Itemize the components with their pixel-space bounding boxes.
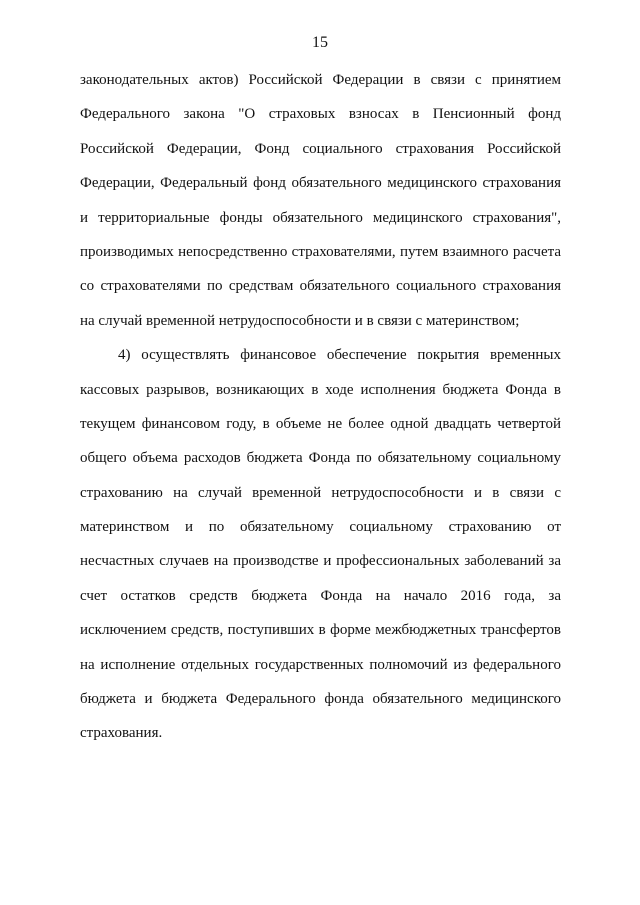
text-line: со страхователями по средствам обязательного социального страхования [80,278,561,295]
text-line: на исполнение отдельных государственных полномочий из федерального [80,656,561,673]
text-line: производимых непосредственно страхователями, путем взаимного расчета [80,243,561,260]
text-line: и территориальные фонды обязательного медицинского страхования", [80,209,561,226]
text-line: страхованию на случай временной нетрудоспособности и в связи с [80,484,561,501]
text-line: страхования. [80,725,163,742]
text-line: текущем финансовом году, в объеме не более одной двадцать четвертой [80,415,561,432]
paragraph-2 [80,338,561,751]
text-line: Федерации, Федеральный фонд обязательного медицинского страхования [80,175,561,192]
text-line: Российской Федерации, Фонд социального страхования Российской [80,140,561,157]
page-number: 15 [312,34,328,51]
text-line: на случай временной нетрудоспособности и в связи с материнством; [80,312,520,329]
text-line: 4) осуществлять финансовое обеспечение покрытия временных [118,347,561,364]
text-line: общего объема расходов бюджета Фонда по обязательному социальному [80,450,561,467]
text-line: исключением средств, поступивших в форме межбюджетных трансфертов [80,622,561,639]
text-line: бюджета и бюджета Федерального фонда обязательного медицинского [80,691,561,708]
text-line: материнством и по обязательному социальному страхованию от [80,519,561,536]
text-line: кассовых разрывов, возникающих в ходе исполнения бюджета Фонда в [80,381,561,398]
text-line: Федерального закона "О страховых взносах в Пенсионный фонд [80,106,561,123]
body-text [80,63,561,751]
text-line: несчастных случаев на производстве и профессиональных заболеваний за [80,553,561,570]
text-line: законодательных актов) Российской Федерации в связи с принятием [80,72,561,88]
paragraph-1 [80,63,561,338]
text-line: счет остатков средств бюджета Фонда на начало 2016 года, за [80,587,561,604]
